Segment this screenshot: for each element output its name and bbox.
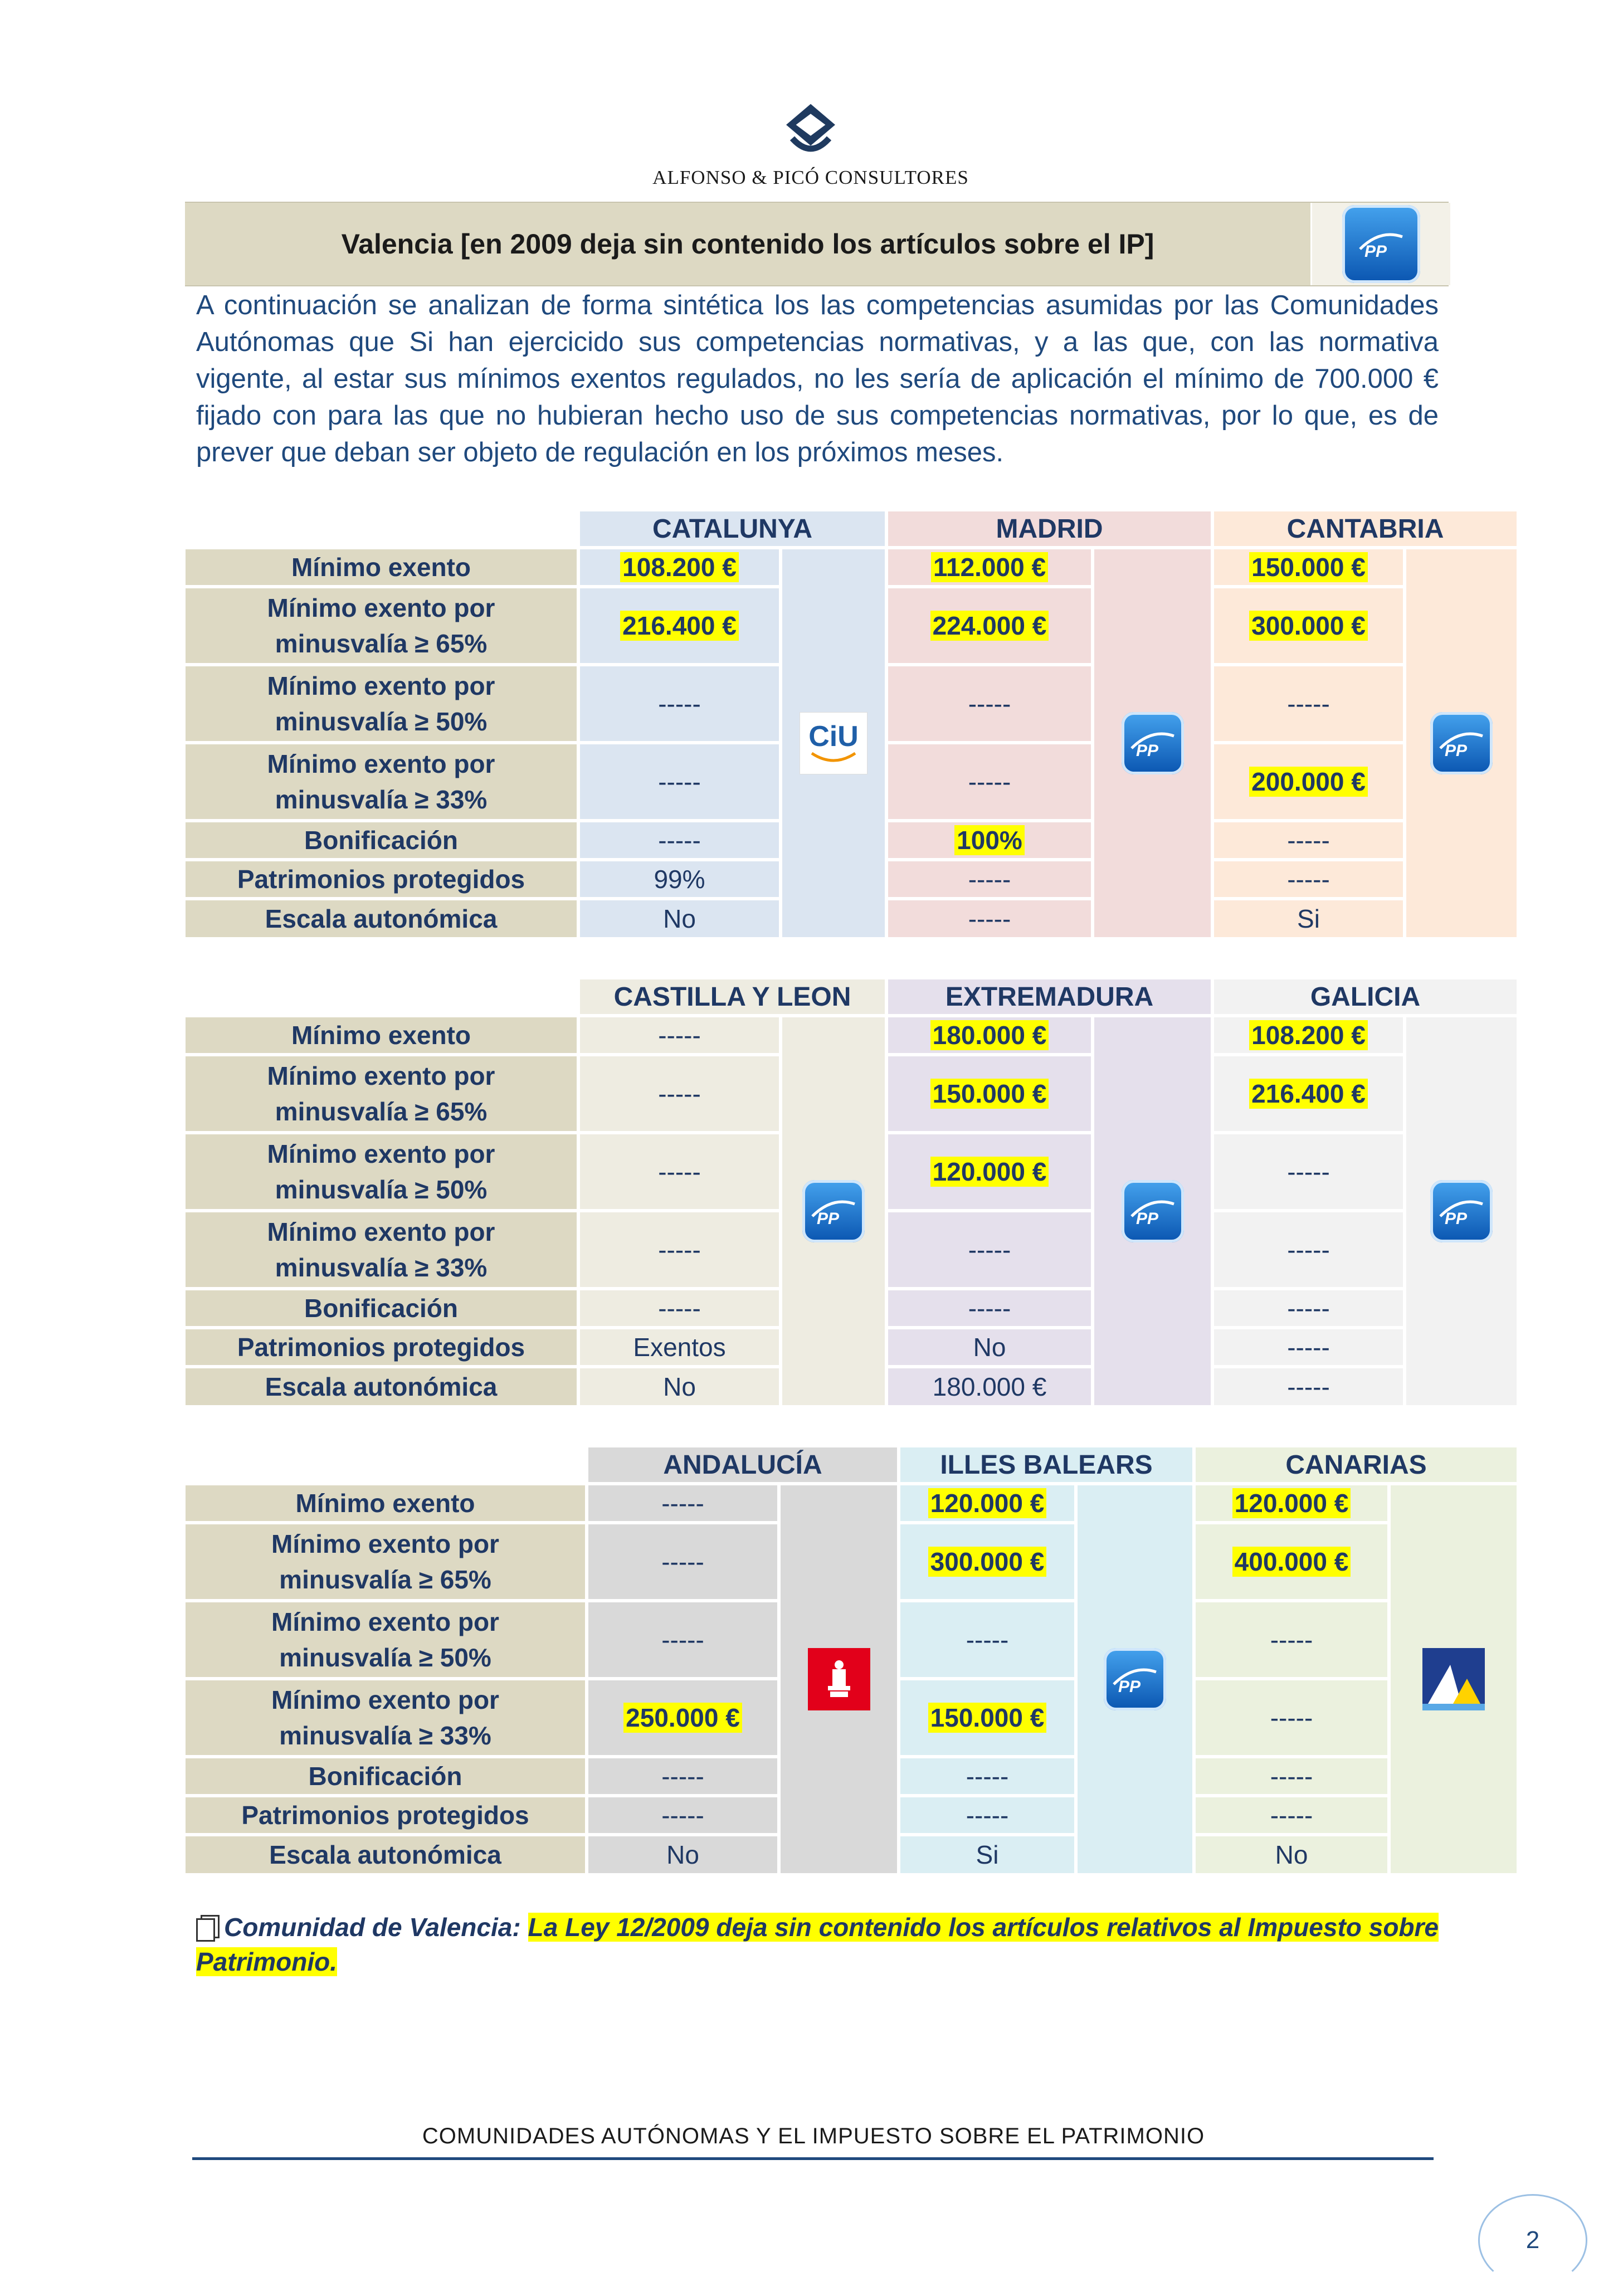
row-label-minimo-exento: Mínimo exento (184, 1016, 578, 1055)
value-cell: Exentos (578, 1328, 781, 1367)
firm-logo (646, 100, 975, 192)
cc-logo-icon (1422, 1648, 1485, 1710)
value-cell: ----- (1194, 1679, 1389, 1757)
competencies-table-3 (184, 1446, 1518, 1875)
value-cell: 99% (578, 860, 781, 899)
row-label-minusvalia-33: Mínimo exento por minusvalía ≥ 33% (184, 1679, 587, 1757)
value-cell: ----- (1212, 1328, 1405, 1367)
value-cell: ----- (1212, 860, 1405, 899)
row-label-minusvalia-65: Mínimo exento por minusvalía ≥ 65% (184, 1055, 578, 1133)
party-logo-cell (1076, 1484, 1194, 1875)
page-title: Valencia [en 2009 deja sin contenido los artículos sobre el IP] (341, 228, 1154, 260)
region-header: GALICIA (1212, 978, 1518, 1016)
row-label-bonificacion: Bonificación (184, 1289, 578, 1328)
footer-divider (192, 2157, 1434, 2160)
pp-logo-icon (1122, 712, 1184, 774)
region-header: ILLES BALEARS (899, 1446, 1194, 1484)
competencies-table-2 (184, 978, 1518, 1407)
value-cell: ----- (1194, 1796, 1389, 1835)
region-header: MADRID (886, 510, 1212, 548)
value-cell: ----- (899, 1757, 1076, 1796)
party-logo-cell (1405, 1016, 1518, 1407)
pp-logo-icon (802, 1180, 865, 1242)
value-cell: 300.000 € (899, 1523, 1076, 1601)
value-cell: ----- (578, 1055, 781, 1133)
row-label-minusvalia-33: Mínimo exento por minusvalía ≥ 33% (184, 743, 578, 821)
row-label-patrimonios: Patrimonios protegidos (184, 860, 578, 899)
value-cell: ----- (886, 860, 1093, 899)
region-header: CANTABRIA (1212, 510, 1518, 548)
value-cell: No (587, 1835, 779, 1875)
value-cell: 120.000 € (899, 1484, 1076, 1523)
row-label-patrimonios: Patrimonios protegidos (184, 1328, 578, 1367)
region-header: EXTREMADURA (886, 978, 1212, 1016)
row-label-minusvalia-50: Mínimo exento por minusvalía ≥ 50% (184, 1601, 587, 1679)
party-logo-cell (1093, 548, 1212, 939)
value-cell: 150.000 € (1212, 548, 1405, 587)
svg-text:PP: PP (817, 1210, 840, 1228)
value-cell: ----- (1194, 1601, 1389, 1679)
value-cell: ----- (1212, 1367, 1405, 1407)
value-cell: 108.200 € (1212, 1016, 1405, 1055)
value-cell: No (1194, 1835, 1389, 1875)
party-logo-cell (1389, 1484, 1518, 1875)
value-cell: ----- (899, 1601, 1076, 1679)
svg-text:PP: PP (1364, 242, 1387, 261)
intro-paragraph: A continuación se analizan de forma sintética los las competencias asumidas por las Comunidades Autónomas que Si han ejercicido sus competencias normativas, y a las que, con las normativa vigente, al estar sus mínimos exentos regulados, no les sería de aplicación el mínimo de 700.000 € fijado con para las que no hubieran hecho uso de sus competencias normativas, por lo que, es de prever que deban ser objeto de regulación en los próximos meses. (196, 290, 1439, 467)
value-cell: ----- (578, 743, 781, 821)
value-cell: 100% (886, 821, 1093, 860)
party-logo-cell (779, 1484, 899, 1875)
row-label-minusvalia-65: Mínimo exento por minusvalía ≥ 65% (184, 1523, 587, 1601)
row-label-minusvalia-50: Mínimo exento por minusvalía ≥ 50% (184, 665, 578, 743)
svg-text:PP: PP (1135, 742, 1158, 760)
svg-text:PP: PP (1135, 1210, 1158, 1228)
value-cell: Si (899, 1835, 1076, 1875)
value-cell: ----- (886, 1211, 1093, 1289)
competencies-table-1 (184, 510, 1518, 939)
value-cell: 150.000 € (899, 1679, 1076, 1757)
value-cell: No (886, 1328, 1093, 1367)
value-cell: ----- (886, 743, 1093, 821)
value-cell: 216.400 € (1212, 1055, 1405, 1133)
pp-logo-icon (1342, 205, 1420, 283)
svg-text:PP: PP (1445, 742, 1468, 760)
value-cell: 224.000 € (886, 587, 1093, 665)
pp-logo-icon (1104, 1648, 1166, 1710)
value-cell: ----- (578, 1289, 781, 1328)
value-cell: 200.000 € (1212, 743, 1405, 821)
value-cell: Si (1212, 899, 1405, 939)
value-cell: 180.000 € (886, 1367, 1093, 1407)
value-cell: 400.000 € (1194, 1523, 1389, 1601)
page-number: 2 (1478, 2194, 1587, 2287)
row-label-escala: Escala autonómica (184, 1367, 578, 1407)
document-icon (196, 1915, 217, 1939)
value-cell: 250.000 € (587, 1679, 779, 1757)
region-header: ANDALUCÍA (587, 1446, 899, 1484)
row-label-bonificacion: Bonificación (184, 821, 578, 860)
note-text: La Ley 12/2009 deja sin contenido los artículos relativos al Impuesto sobre Patrimonio. (196, 1913, 1439, 1976)
row-label-minusvalia-65: Mínimo exento por minusvalía ≥ 65% (184, 587, 578, 665)
value-cell: No (578, 1367, 781, 1407)
row-label-minusvalia-50: Mínimo exento por minusvalía ≥ 50% (184, 1133, 578, 1211)
row-label-minusvalia-33: Mínimo exento por minusvalía ≥ 33% (184, 1211, 578, 1289)
ciu-logo-icon: CiU (800, 712, 867, 774)
party-logo-cell (781, 548, 886, 939)
title-party-logo (1310, 203, 1450, 285)
value-cell: ----- (578, 821, 781, 860)
value-cell: ----- (587, 1796, 779, 1835)
party-logo-cell (1405, 548, 1518, 939)
svg-text:PP: PP (1445, 1210, 1468, 1228)
value-cell: ----- (587, 1484, 779, 1523)
value-cell: ----- (886, 899, 1093, 939)
value-cell: ----- (578, 1211, 781, 1289)
row-label-minimo-exento: Mínimo exento (184, 1484, 587, 1523)
pp-logo-icon (1430, 1180, 1493, 1242)
value-cell: ----- (578, 1133, 781, 1211)
value-cell: 300.000 € (1212, 587, 1405, 665)
pp-logo-icon (1430, 712, 1493, 774)
row-label-minimo-exento: Mínimo exento (184, 548, 578, 587)
value-cell: 216.400 € (578, 587, 781, 665)
title-bar (185, 202, 1449, 286)
value-cell: 180.000 € (886, 1016, 1093, 1055)
value-cell: ----- (1212, 1211, 1405, 1289)
party-logo-cell (781, 1016, 886, 1407)
valencia-note (196, 1910, 1439, 1979)
value-cell: 150.000 € (886, 1055, 1093, 1133)
value-cell: 112.000 € (886, 548, 1093, 587)
value-cell: 120.000 € (1194, 1484, 1389, 1523)
party-logo-cell (1093, 1016, 1212, 1407)
value-cell: 120.000 € (886, 1133, 1093, 1211)
row-label-patrimonios: Patrimonios protegidos (184, 1796, 587, 1835)
value-cell: ----- (886, 665, 1093, 743)
row-label-escala: Escala autonómica (184, 1835, 587, 1875)
pp-logo-icon (1122, 1180, 1184, 1242)
region-header: CASTILLA Y LEON (578, 978, 886, 1016)
value-cell: ----- (587, 1757, 779, 1796)
row-label-escala: Escala autonómica (184, 899, 578, 939)
footer-title: COMUNIDADES AUTÓNOMAS Y EL IMPUESTO SOBRE EL PATRIMONIO (422, 2124, 1205, 2148)
value-cell: ----- (578, 665, 781, 743)
value-cell: ----- (1212, 1133, 1405, 1211)
firm-name: ALFONSO & PICÓ CONSULTORES (652, 167, 969, 188)
value-cell: ----- (578, 1016, 781, 1055)
value-cell: ----- (587, 1601, 779, 1679)
note-lead: Comunidad de Valencia: (224, 1913, 521, 1942)
value-cell: ----- (886, 1289, 1093, 1328)
value-cell: No (578, 899, 781, 939)
svg-text:PP: PP (1118, 1678, 1141, 1696)
value-cell: ----- (587, 1523, 779, 1601)
value-cell: 108.200 € (578, 548, 781, 587)
value-cell: ----- (1212, 665, 1405, 743)
region-header: CANARIAS (1194, 1446, 1518, 1484)
row-label-bonificacion: Bonificación (184, 1757, 587, 1796)
value-cell: ----- (899, 1796, 1076, 1835)
value-cell: ----- (1212, 821, 1405, 860)
firm-logo-icon (780, 100, 841, 162)
value-cell: ----- (1212, 1289, 1405, 1328)
value-cell: ----- (1194, 1757, 1389, 1796)
psoe-logo-icon (808, 1648, 870, 1710)
region-header: CATALUNYA (578, 510, 886, 548)
